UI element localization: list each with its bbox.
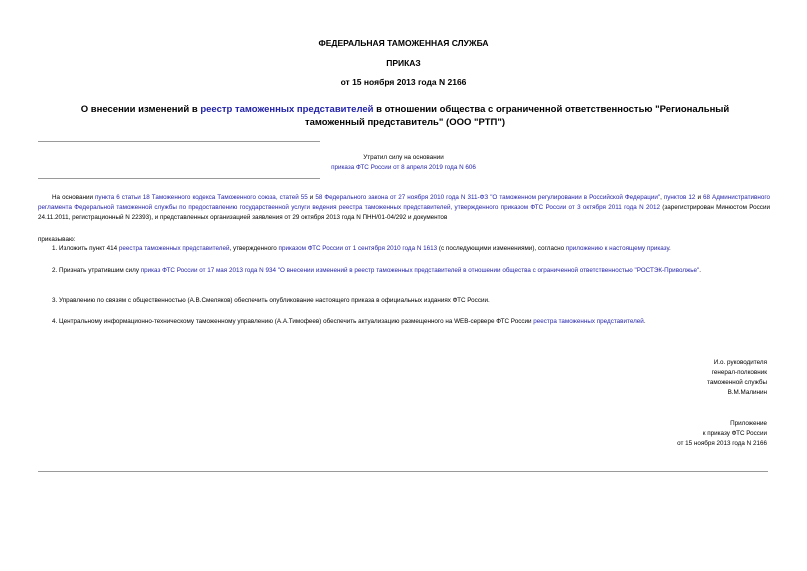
signature-service: таможенной службы — [707, 379, 767, 386]
basis-link-federal-law[interactable]: 58 Федерального закона от 27 ноября 2010 года N 311-ФЗ "О таможенном регулировании в Российской Федерации" — [315, 194, 661, 201]
document-date-number: от 15 ноября 2013 года N 2166 — [340, 77, 467, 87]
item1-text-3: (с последующими изменениями), согласно — [437, 245, 566, 252]
item2-text-2: . — [699, 267, 701, 274]
item1-text-4: . — [669, 245, 671, 252]
item1-link-appendix[interactable]: приложению к настоящему приказу — [565, 245, 670, 252]
basis-link-customs-code[interactable]: пункта 6 статьи 18 Таможенного кодекса Таможенного союза, статей 55 — [95, 194, 308, 201]
status-repeal-link[interactable]: приказа ФТС России от 8 апреля 2019 года N 606 — [331, 164, 476, 171]
status-note — [0, 153, 807, 173]
basis-paragraph — [38, 193, 770, 223]
agency-name: ФЕДЕРАЛЬНАЯ ТАМОЖЕННАЯ СЛУЖБА — [318, 38, 489, 48]
signature-block — [567, 358, 767, 398]
basis-link-points-12[interactable]: пунктов 12 — [663, 194, 696, 201]
title-text-part1: О внесении изменений в — [80, 104, 201, 115]
basis-text-4: и — [695, 194, 703, 201]
order-item-3: 3. Управлению по связям с общественностью (А.В.Смеляков) обеспечить опубликование настоящего приказа в официальных изданиях ФТС России. — [52, 297, 490, 304]
appendix-reference: к приказу ФТС России — [702, 430, 767, 437]
item4-link-registry[interactable]: реестра таможенных представителей — [533, 318, 644, 325]
item1-link-order-1613[interactable]: приказом ФТС России от 1 сентября 2010 года N 1613 — [278, 245, 438, 252]
document-title — [60, 103, 750, 129]
signature-name: В.М.Малинин — [727, 389, 767, 396]
item1-link-registry[interactable]: реестра таможенных представителей — [118, 245, 230, 252]
signature-position: И.о. руководителя — [713, 359, 767, 366]
basis-text-3: , — [660, 194, 664, 201]
document-type: ПРИКАЗ — [386, 58, 421, 68]
basis-text-5: (зарегистрирован Минюстом России 24.11.2011, регистрационный N 22393), и представленных организацией заявления от 29 октября 2013 года N ПНН/01-04/292 и документов — [38, 204, 770, 221]
item2-text-1: 2. Признать утратившим силу — [52, 267, 141, 274]
item2-link-order-934[interactable]: приказ ФТС России от 17 мая 2013 года N 934 "О внесении изменений в реестр таможенных представителей в отношении общества с ограниченной ответственностью "РОСТЭК-Приволжье" — [140, 267, 700, 274]
status-line: Утратил силу на основании — [363, 154, 444, 161]
item1-text-2: , утвержденного — [229, 245, 279, 252]
item4-text-1: 4. Центральному информационно-техническому таможенному управлению (А.А.Тимофеев) обеспечить актуализацию размещенного на WEB-сервере ФТС России — [52, 318, 534, 325]
appendix-label: Приложение — [730, 420, 767, 427]
order-item-2 — [38, 266, 770, 276]
appendix-date: от 15 ноября 2013 года N 2166 — [677, 440, 767, 447]
appendix-divider — [38, 471, 768, 472]
item1-text-1: 1. Изложить пункт 414 — [52, 245, 119, 252]
title-text-part2: в отношении общества с ограниченной ответственностью "Региональный таможенный представитель" (ООО "РТП") — [304, 104, 730, 128]
signature-rank: генерал-полковник — [711, 369, 767, 376]
order-item-1 — [52, 244, 770, 254]
appendix-header — [567, 419, 767, 449]
basis-link-regulation[interactable]: 68 Административного регламента Федеральной таможенной службы по предоставлению государственной услуги ведения реестра таможенных представителей, утвержденного приказом ФТС России от 3 октября 2011 года N 2012 — [38, 194, 771, 211]
order-word: приказываю: — [38, 236, 76, 243]
title-registry-link[interactable]: реестр таможенных представителей — [200, 104, 374, 115]
basis-text-1: На основании — [52, 194, 96, 201]
status-top-divider — [38, 141, 320, 142]
status-bottom-divider — [38, 178, 320, 179]
order-item-4 — [52, 317, 770, 327]
basis-text-2: и — [307, 194, 316, 201]
item4-text-2: . — [643, 318, 646, 325]
